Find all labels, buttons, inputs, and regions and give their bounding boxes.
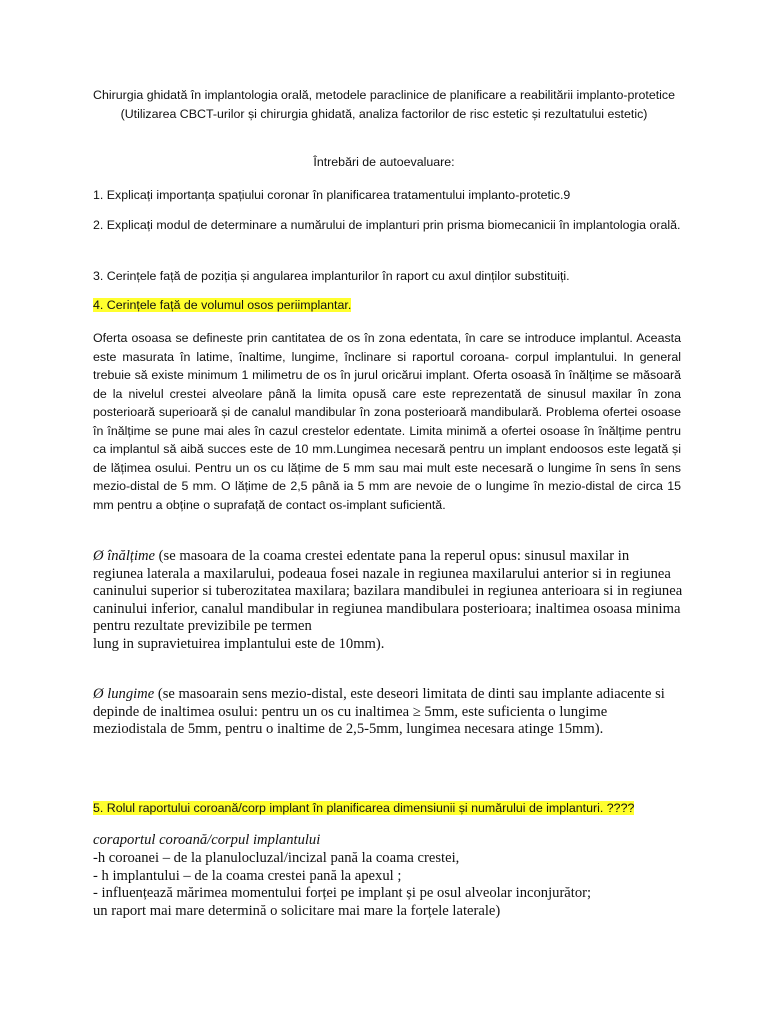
- ratio-details: -h coroanei – de la planulocluzal/incizal pană la coama crestei, - h implantului – de la coama crestei pană la apexul ; - influențează mărimea momentului forței pe implant și pe osul alveolar inconjurător; un raport mai mare determină o solicitare mai mare la forțele laterale): [93, 850, 592, 919]
- question-2: 2. Explicați modul de determinare a numărului de implanturi prin prisma biomecanicii în implantologia orală.: [93, 218, 681, 232]
- question-4-highlight: 4. Cerințele față de volumul osos periimplantar.: [93, 298, 352, 312]
- bone-offer-paragraph: Oferta osoasa se defineste prin cantitatea de os în zona edentata, în care se introduce implantul. Aceasta este masurata în latime, înaltime, lungime, înclinare si raportul coroana- corpul implantului. In general trebuie să existe minimum 1 milimetru de os în jurul oricărui implant. Oferta osoasă în înălțime se măsoară de la nivelul crestei alveolare până la limita opusă care este reprezentată de sinusul maxilar în zona posterioară superioară și de canalul mandibular în zona posterioară mandibulară. Problema ofertei osoase în înălțime se pune mai ales în cazul crestelor edentate. Limita minimă a ofertei osoase în înălțime pentru ca implantul să aibă succes este de 10 mm.Lungimea necesară pentru un implant endoosos este legată și de lățimea osului. Pentru un os cu lățime de 5 mm sau mai mult este necesară o lungime în sens în sens mezio-distal de 5 mm. O lățime de 2,5 până ia 5 mm are nevoie de o lungime în mezio-distal de circa 15 mm pentru a obține o suprafață de contact os-implant suficientă.: [93, 331, 681, 512]
- question-4-heading: [93, 296, 683, 315]
- height-label: Ø înălțime: [93, 548, 156, 564]
- length-item: [93, 686, 683, 739]
- question-5-highlight: 5. Rolul raportului coroană/corp implant în planificarea dimensiunii și numărului de implanturi. ????: [93, 801, 635, 815]
- question-3: 3. Cerințele față de poziția și angularea implanturilor în raport cu axul dinților substituiți.: [93, 269, 570, 283]
- question-1: 1. Explicați importanța spațiului coronar în planificarea tratamentului implanto-protetic.9: [93, 188, 571, 202]
- length-text: (se masoarain sens mezio-distal, este deseori limitata de dinti sau implante adiacente si depinde de inaltimea osului: pentru un os cu inaltimea ≥ 5mm, este suficienta o lungime meziodistala de 5mm, pentru o inaltime de 2,5-5mm, lungimea necesara atinge 15mm).: [93, 686, 665, 737]
- ratio-label: coraportul coroană/corpul implantului: [93, 832, 321, 848]
- height-text: (se masoara de la coama crestei edentate pana la reperul opus: sinusul maxilar in regiunea laterala a maxilarului, podeaua fosei nazale in regiunea maxilarului anterior si in regiunea caninului superior si tuberozitatea maxilara; bazilara mandibulei in regiunea anterioara si in regiunea caninului inferior, canalul mandibular in regiunea mandibulara posterioara; inaltimea osoasa minima pentru rezultate previzibile pe termen lung in supravietuirea implantului este de 10mm).: [93, 548, 683, 652]
- height-item: [93, 548, 683, 653]
- question-5-heading: [93, 799, 683, 818]
- length-label: Ø lungime: [93, 686, 155, 702]
- self-assessment-heading: Întrebări de autoevaluare:: [313, 155, 455, 169]
- document-title: Chirurgia ghidată în implantologia orală, metodele paraclinice de planificare a reabilitării implanto-protetice (Utilizarea CBCT-urilor și chirurgia ghidată, analiza factorilor de risc estetic și rezultatului estetic): [93, 88, 675, 121]
